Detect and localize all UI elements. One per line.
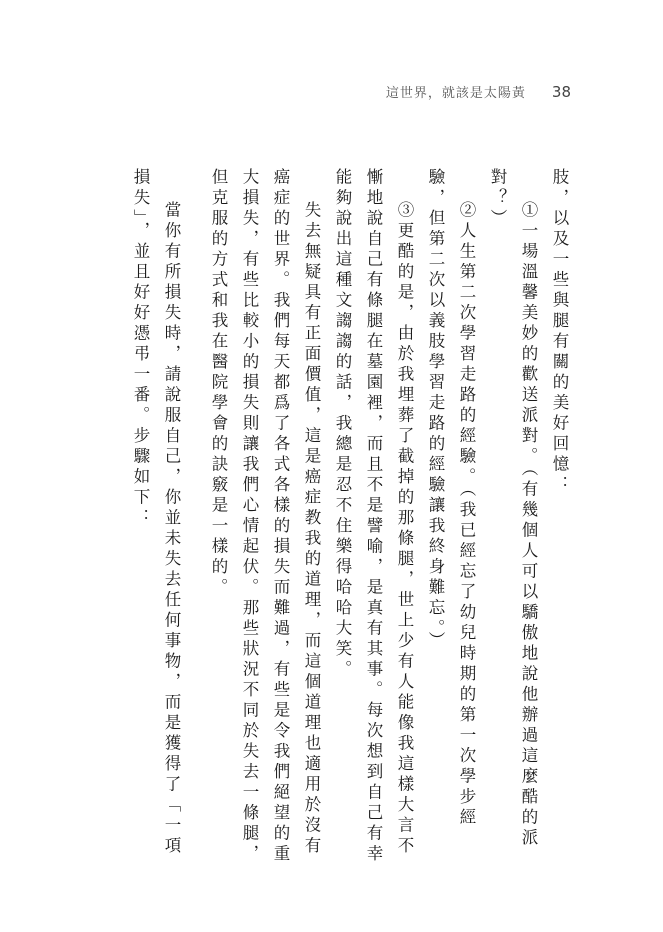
paragraph-intro: 肢，以及一些與腿有關的美好回憶： xyxy=(550,168,569,496)
list-item-2: ②人生第二次學習走路的經驗。（我已經忘了幼兒時期的第一次學步經驗，但第二次以義肢學習走路的經驗讓我終身難忘。） xyxy=(426,168,476,829)
page-header xyxy=(386,82,571,101)
list-item-1: ①一場溫馨美妙的歡送派對。（有幾個人可以驕傲地說他辦過這麼酷的派對？） xyxy=(488,168,538,849)
list-item-3: ③更酷的是，由於我埋葬了截掉的那條腿，世上少有人能像我這樣大言不慚地說自己有條腿在墓園裡，而且不是譬喻，是真有其事。每次想到自己有幸能夠說出這種文謅謅的話，我總是忍不住樂得哈哈大笑。 xyxy=(333,168,414,865)
page-number: 38 xyxy=(551,83,571,101)
paragraph-steps: 當你有所損失時，請說服自己，你並未失去任何事物，而是獲得了「一項損失」，並且好好憑弔一番。步驟如下： xyxy=(131,168,181,857)
paragraph-loss-value: 失去無疑具有正面價值，這是癌症教我的道理，而這個道理也適用於沒有癌症的世界。我們每天都爲了各式各樣的損失而難過，有些是令我們絕望的重大損失，有些比較小的損失則讓我們心情起伏。那些狀況不同於失去一條腿，但克服的方式和我在醫院學會的訣竅是一樣的。 xyxy=(209,168,321,865)
vertical-body-text xyxy=(95,168,575,868)
running-title: 這世界，就該是太陽黃 xyxy=(385,86,526,101)
